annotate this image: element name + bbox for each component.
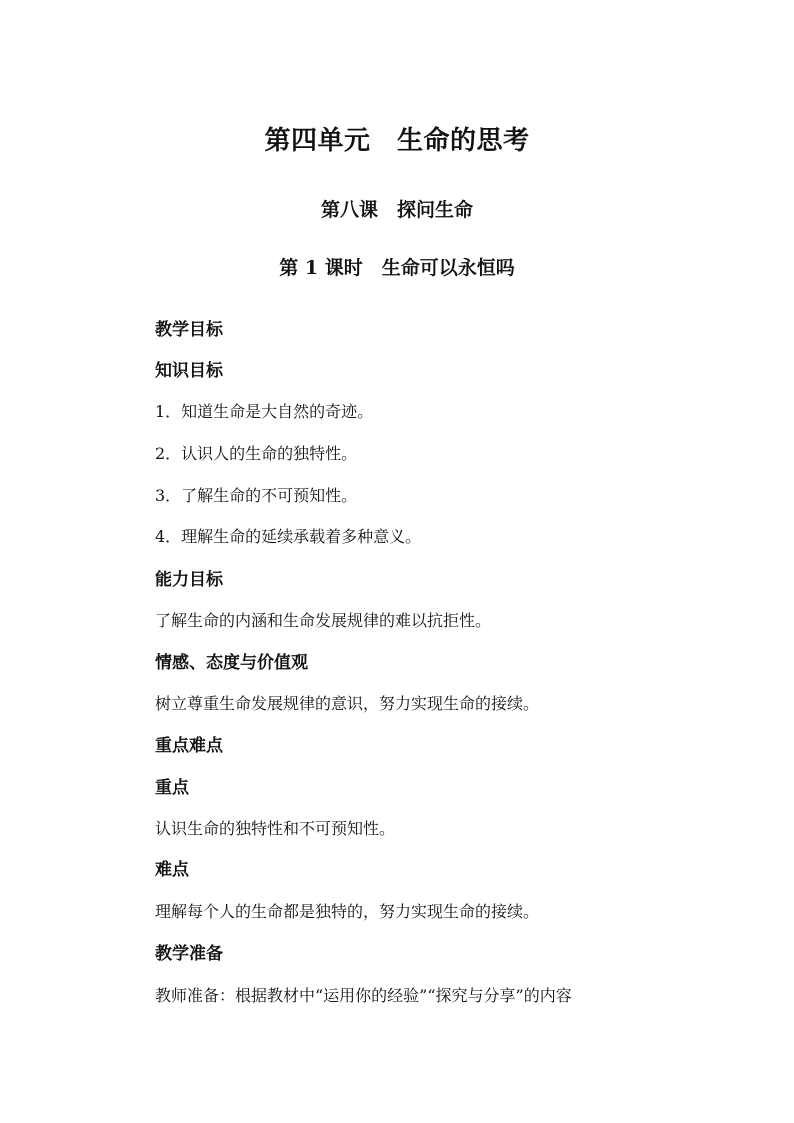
heading-emotion-goals: 情感、态度与价值观 [155,653,308,673]
emotion-text: 树立尊重生命发展规律的意识，努力实现生命的接续。 [155,694,540,713]
knowledge-item-3: 3．了解生命的不可预知性。 [155,486,358,505]
teacher-prep-text: 教师准备：根据教材中“运用你的经验”“探究与分享”的内容 [155,986,572,1005]
unit-title: 第四单元 生命的思考 [264,126,530,156]
heading-difficult-point: 难点 [155,860,189,880]
heading-teaching-prep: 教学准备 [155,944,223,964]
heading-teaching-goals: 教学目标 [155,320,223,340]
ability-text: 了解生命的内涵和生命发展规律的难以抗拒性。 [155,611,492,630]
knowledge-item-2: 2．认识人的生命的独特性。 [155,444,358,463]
key-point-text: 认识生命的独特性和不可预知性。 [155,819,396,838]
period-title: 第 1 课时 生命可以永恒吗 [279,257,515,279]
knowledge-item-4: 4．理解生命的延续承载着多种意义。 [155,527,422,546]
knowledge-item-1: 1．知道生命是大自然的奇迹。 [155,402,374,421]
difficult-point-text: 理解每个人的生命都是独特的，努力实现生命的接续。 [155,902,540,921]
heading-key-difficult: 重点难点 [155,736,223,756]
heading-knowledge-goals: 知识目标 [155,361,223,381]
heading-key-point: 重点 [155,778,189,798]
heading-ability-goals: 能力目标 [155,570,223,590]
lesson-title: 第八课 探问生命 [320,199,473,221]
